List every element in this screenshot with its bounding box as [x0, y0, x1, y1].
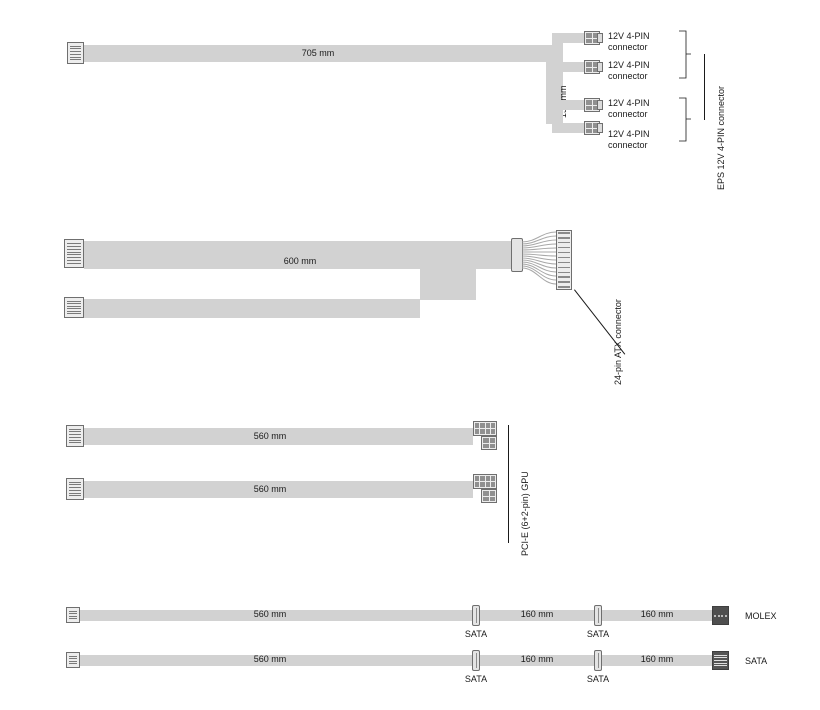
molex-connector-end	[712, 606, 729, 625]
label-pcie-1-560mm: 560 mm	[253, 431, 287, 441]
psu-connector-molex	[66, 607, 80, 623]
inline-sata-connector-1	[472, 605, 480, 626]
pcie-connector-1	[473, 421, 497, 436]
label-group-pcie: PCI-E (6+2-pin) GPU	[520, 471, 530, 556]
label-group-eps: EPS 12V 4-PIN connector	[716, 85, 726, 190]
eps-connector-2-body	[597, 62, 603, 72]
label-inline-sata-2: SATA	[586, 629, 610, 639]
label-molex-seg2: 160 mm	[520, 609, 554, 619]
eps-connector-1-body	[597, 33, 603, 43]
label-inline-sata-4: SATA	[586, 674, 610, 684]
label-eps-705mm: 705 mm	[301, 48, 335, 58]
label-eps-connector-3: 12V 4-PIN connector	[608, 98, 650, 120]
bracket-eps-lower	[678, 97, 692, 143]
label-pcie-2-560mm: 560 mm	[253, 484, 287, 494]
psu-connector-atx-2	[64, 297, 84, 318]
label-sata-seg1: 560 mm	[253, 654, 287, 664]
inline-sata-connector-4	[594, 650, 602, 671]
inline-sata-connector-2	[594, 605, 602, 626]
cable-atx-lower	[84, 299, 420, 318]
psu-connector-sata	[66, 652, 80, 668]
cable-eps-vertical-lower	[552, 100, 563, 133]
label-molex-seg1: 560 mm	[253, 609, 287, 619]
label-inline-sata-3: SATA	[464, 674, 488, 684]
leader-pcie	[508, 425, 509, 543]
atx-24pin-pin-row	[558, 232, 570, 288]
pcie-connector-2b	[481, 489, 497, 503]
eps-connector-4-body	[597, 123, 603, 133]
label-sata-seg2: 160 mm	[520, 654, 554, 664]
inline-sata-connector-3	[472, 650, 480, 671]
eps-connector-3-body	[597, 100, 603, 110]
psu-connector-atx-1	[64, 239, 84, 268]
pcie-connector-1b	[481, 436, 497, 450]
label-molex-seg3: 160 mm	[640, 609, 674, 619]
label-molex-end: MOLEX	[745, 611, 777, 621]
bracket-eps-upper	[678, 30, 692, 80]
leader-eps-group	[704, 54, 705, 120]
label-eps-connector-1: 12V 4-PIN connector	[608, 31, 650, 53]
label-eps-connector-2: 12V 4-PIN connector	[608, 60, 650, 82]
psu-connector-pcie-1	[66, 425, 84, 447]
psu-connector-eps	[67, 42, 84, 64]
label-sata-end: SATA	[745, 656, 768, 666]
label-atx-600mm: 600 mm	[283, 256, 317, 266]
label-inline-sata-1: SATA	[464, 629, 488, 639]
pcie-connector-2	[473, 474, 497, 489]
label-eps-connector-4: 12V 4-PIN connector	[608, 129, 650, 151]
cable-atx-joint	[420, 269, 476, 300]
psu-connector-pcie-2	[66, 478, 84, 500]
sata-connector-end	[712, 651, 729, 670]
atx-wire-fanout	[522, 230, 558, 290]
label-sata-seg3: 160 mm	[640, 654, 674, 664]
label-group-atx: 24-pin ATX connector	[613, 299, 623, 385]
